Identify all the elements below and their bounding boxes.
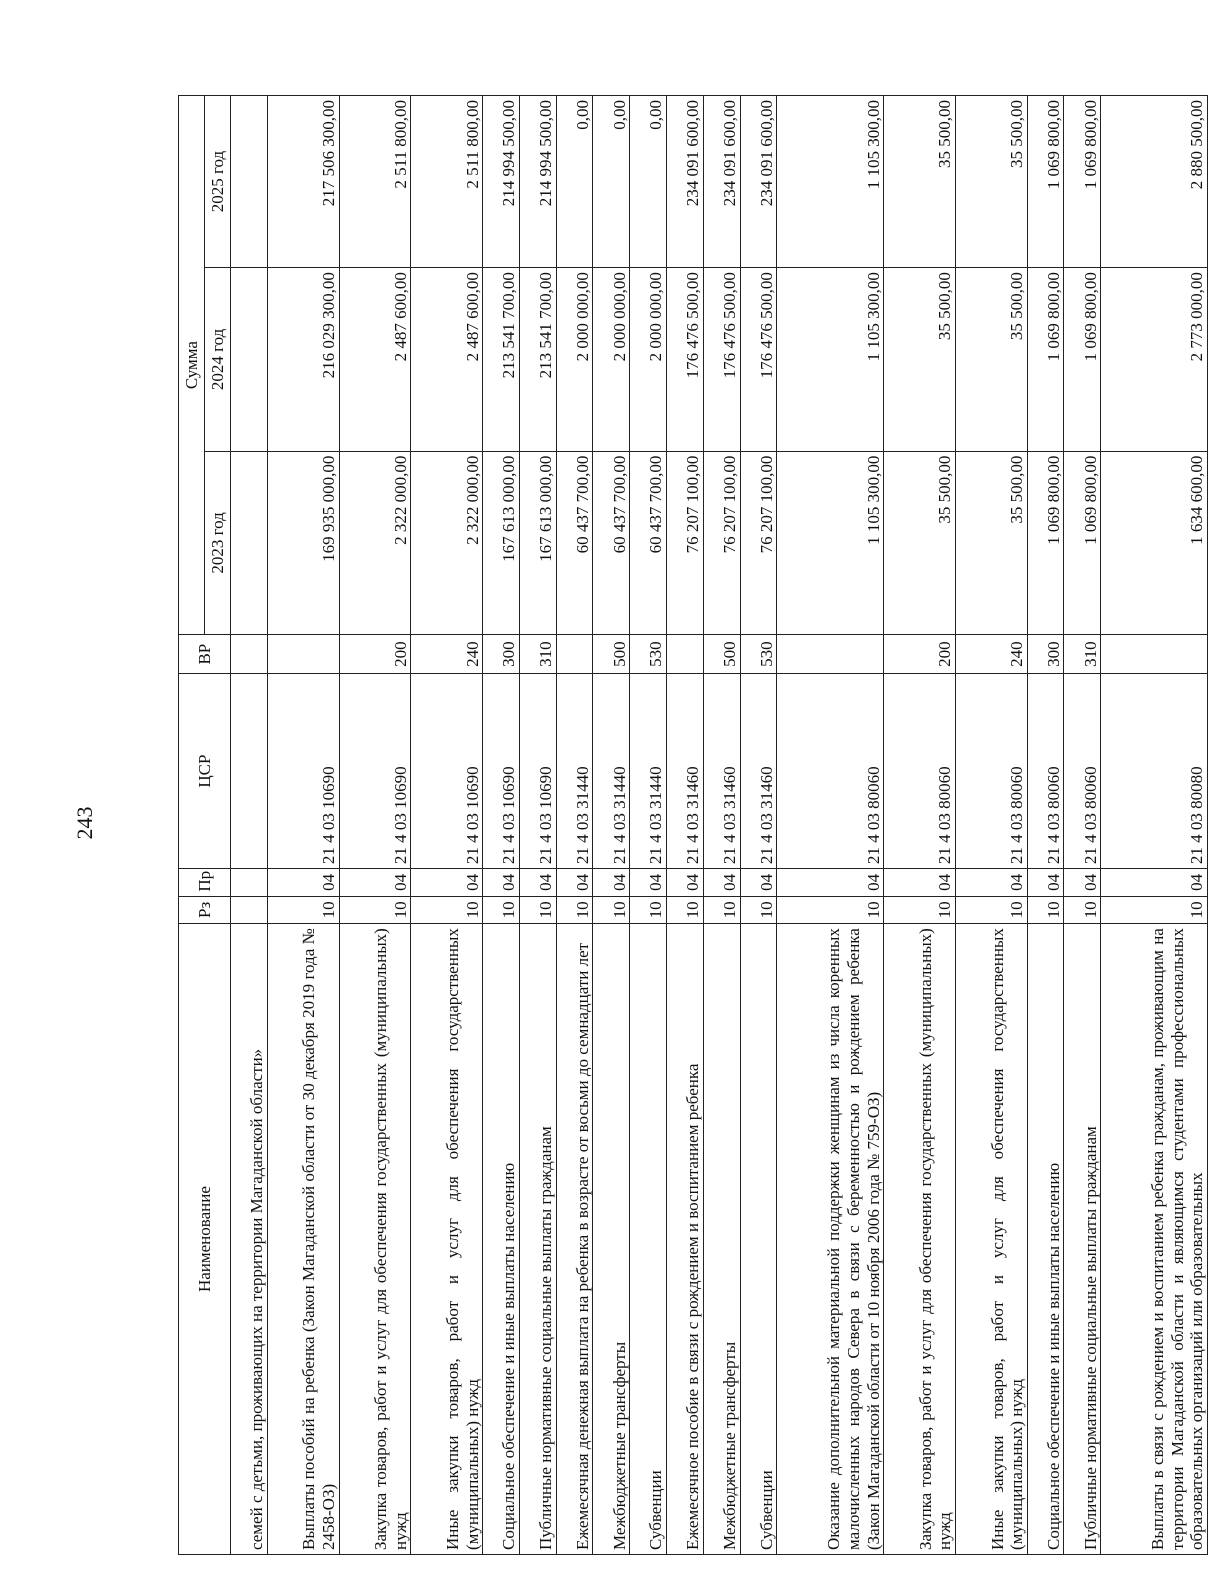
row-pr: 04	[1101, 869, 1208, 897]
row-vr: 310	[519, 635, 556, 674]
row-pr: 04	[267, 869, 339, 897]
table-row	[556, 96, 593, 1555]
row-2024: 176 476 500,00	[666, 268, 703, 452]
row-vr: 500	[593, 635, 630, 674]
table-row	[955, 96, 1027, 1555]
row-csr: 21 4 03 31460	[740, 674, 777, 869]
row-2025: 214 994 500,00	[519, 96, 556, 268]
row-name: Публичные нормативные социальные выплаты гражданам	[1064, 924, 1101, 1555]
row-2025: 0,00	[556, 96, 593, 268]
row-2024: 213 541 700,00	[519, 268, 556, 452]
row-2024: 176 476 500,00	[703, 268, 740, 452]
row-csr: 21 4 03 31460	[703, 674, 740, 869]
row-vr	[1101, 635, 1208, 674]
row-vr: 530	[630, 635, 667, 674]
row-csr: 21 4 03 10690	[267, 674, 339, 869]
row-2024: 1 069 800,00	[1064, 268, 1101, 452]
row-name: Ежемесячная денежная выплата на ребенка в возрасте от восьми до семнадцати лет	[556, 924, 593, 1555]
row-2024: 35 500,00	[884, 268, 956, 452]
row-2023: 1 069 800,00	[1064, 451, 1101, 635]
row-pr: 04	[630, 869, 667, 897]
row-2023: 60 437 700,00	[630, 451, 667, 635]
row-name: Закупка товаров, работ и услуг для обеспечения государственных (муниципальных) нужд	[884, 924, 956, 1555]
row-name: Закупка товаров, работ и услуг для обеспечения государственных (муниципальных) нужд	[339, 924, 411, 1555]
row-2023: 1 069 800,00	[1027, 451, 1064, 635]
row-pr: 04	[519, 869, 556, 897]
row-2025: 214 994 500,00	[483, 96, 520, 268]
row-name: семей с детьми, проживающих на территории Магаданской области»	[231, 924, 268, 1555]
row-csr	[231, 674, 268, 869]
table-row	[1027, 96, 1064, 1555]
row-2024: 2 000 000,00	[630, 268, 667, 452]
header-2024: 2024 год	[205, 268, 231, 452]
header-2023: 2023 год	[205, 451, 231, 635]
table-row	[777, 96, 884, 1555]
row-2023: 60 437 700,00	[556, 451, 593, 635]
row-csr: 21 4 03 31440	[556, 674, 593, 869]
table-row	[1101, 96, 1208, 1555]
header-2025: 2025 год	[205, 96, 231, 268]
row-rz: 10	[556, 896, 593, 924]
row-2025: 1 069 800,00	[1027, 96, 1064, 268]
row-name: Социальное обеспечение и иные выплаты населению	[483, 924, 520, 1555]
row-2025: 0,00	[630, 96, 667, 268]
row-rz: 10	[666, 896, 703, 924]
row-csr: 21 4 03 80060	[1027, 674, 1064, 869]
row-csr: 21 4 03 10690	[519, 674, 556, 869]
header-sum: Сумма	[179, 96, 205, 635]
table-row	[519, 96, 556, 1555]
row-2023: 1 634 600,00	[1101, 451, 1208, 635]
row-pr: 04	[411, 869, 483, 897]
row-vr: 310	[1064, 635, 1101, 674]
row-rz: 10	[630, 896, 667, 924]
table-body	[231, 96, 1208, 1555]
row-rz: 10	[884, 896, 956, 924]
row-2025: 2 511 800,00	[411, 96, 483, 268]
row-pr: 04	[740, 869, 777, 897]
row-name: Оказание дополнительной материальной поддержки женщинам из числа коренных малочисленных народов Севера в связи с беременностью и рождением ребенка (Закон Магаданской области от 10 ноября 2006 года № 759-ОЗ)	[777, 924, 884, 1555]
row-2025: 35 500,00	[884, 96, 956, 268]
row-2024: 35 500,00	[955, 268, 1027, 452]
row-csr: 21 4 03 31440	[630, 674, 667, 869]
row-2024: 216 029 300,00	[267, 268, 339, 452]
row-2024: 2 487 600,00	[411, 268, 483, 452]
row-2023: 76 207 100,00	[703, 451, 740, 635]
table-row	[1064, 96, 1101, 1555]
row-rz: 10	[1064, 896, 1101, 924]
row-csr: 21 4 03 10690	[411, 674, 483, 869]
row-pr	[231, 869, 268, 897]
row-pr: 04	[556, 869, 593, 897]
row-vr	[777, 635, 884, 674]
row-2025: 2 511 800,00	[339, 96, 411, 268]
row-name: Иные закупки товаров, работ и услуг для обеспечения государственных (муниципальных) нужд	[411, 924, 483, 1555]
header-rz: Рз	[179, 896, 231, 924]
row-2025: 234 091 600,00	[666, 96, 703, 268]
row-name: Выплаты пособий на ребенка (Закон Магаданской области от 30 декабря 2019 года № 2458-ОЗ)	[267, 924, 339, 1555]
row-2023: 76 207 100,00	[740, 451, 777, 635]
row-pr: 04	[483, 869, 520, 897]
row-2024	[231, 268, 268, 452]
row-2024: 213 541 700,00	[483, 268, 520, 452]
row-2025: 35 500,00	[955, 96, 1027, 268]
row-2023: 60 437 700,00	[593, 451, 630, 635]
row-vr: 200	[884, 635, 956, 674]
page-number: 243	[72, 806, 97, 840]
row-pr: 04	[955, 869, 1027, 897]
row-csr: 21 4 03 80080	[1101, 674, 1208, 869]
row-pr: 04	[884, 869, 956, 897]
row-pr: 04	[777, 869, 884, 897]
table-row	[666, 96, 703, 1555]
row-csr: 21 4 03 10690	[339, 674, 411, 869]
row-2024: 2 487 600,00	[339, 268, 411, 452]
row-rz: 10	[703, 896, 740, 924]
row-vr	[231, 635, 268, 674]
row-2025: 234 091 600,00	[703, 96, 740, 268]
row-rz: 10	[483, 896, 520, 924]
row-2024: 1 105 300,00	[777, 268, 884, 452]
row-2025	[231, 96, 268, 268]
row-pr: 04	[1027, 869, 1064, 897]
row-vr: 200	[339, 635, 411, 674]
row-name: Социальное обеспечение и иные выплаты населению	[1027, 924, 1064, 1555]
row-2023: 76 207 100,00	[666, 451, 703, 635]
row-2023: 167 613 000,00	[519, 451, 556, 635]
row-2023: 1 105 300,00	[777, 451, 884, 635]
row-2023: 2 322 000,00	[411, 451, 483, 635]
row-2025: 234 091 600,00	[740, 96, 777, 268]
table-row	[411, 96, 483, 1555]
row-vr	[267, 635, 339, 674]
table-row	[630, 96, 667, 1555]
row-vr: 300	[483, 635, 520, 674]
row-2023: 169 935 000,00	[267, 451, 339, 635]
header-name: Наименование	[179, 924, 231, 1555]
row-rz: 10	[1027, 896, 1064, 924]
row-2024: 176 476 500,00	[740, 268, 777, 452]
row-vr	[556, 635, 593, 674]
header-csr: ЦСР	[179, 674, 231, 869]
row-csr: 21 4 03 80060	[777, 674, 884, 869]
row-rz: 10	[777, 896, 884, 924]
row-pr: 04	[666, 869, 703, 897]
row-rz: 10	[519, 896, 556, 924]
row-name: Межбюджетные трансферты	[703, 924, 740, 1555]
row-2025: 0,00	[593, 96, 630, 268]
row-2023: 35 500,00	[884, 451, 956, 635]
row-vr: 300	[1027, 635, 1064, 674]
table-row	[231, 96, 268, 1555]
row-2025: 1 069 800,00	[1064, 96, 1101, 268]
table-row	[483, 96, 520, 1555]
row-vr: 240	[955, 635, 1027, 674]
row-pr: 04	[593, 869, 630, 897]
row-vr: 500	[703, 635, 740, 674]
row-csr: 21 4 03 10690	[483, 674, 520, 869]
row-2023	[231, 451, 268, 635]
row-csr: 21 4 03 80060	[884, 674, 956, 869]
row-rz: 10	[740, 896, 777, 924]
row-csr: 21 4 03 80060	[955, 674, 1027, 869]
header-pr: Пр	[179, 869, 231, 897]
row-2023: 35 500,00	[955, 451, 1027, 635]
row-rz: 10	[339, 896, 411, 924]
row-vr: 240	[411, 635, 483, 674]
table-row	[740, 96, 777, 1555]
row-name: Межбюджетные трансферты	[593, 924, 630, 1555]
header-vr: ВР	[179, 635, 231, 674]
budget-table	[178, 95, 1208, 1555]
row-2024: 2 000 000,00	[593, 268, 630, 452]
row-name: Субвенции	[740, 924, 777, 1555]
table-row	[267, 96, 339, 1555]
row-csr: 21 4 03 31460	[666, 674, 703, 869]
row-name: Публичные нормативные социальные выплаты гражданам	[519, 924, 556, 1555]
row-2025: 1 105 300,00	[777, 96, 884, 268]
row-rz: 10	[1101, 896, 1208, 924]
row-rz: 10	[267, 896, 339, 924]
row-vr: 530	[740, 635, 777, 674]
row-2024: 2 773 000,00	[1101, 268, 1208, 452]
table-row	[339, 96, 411, 1555]
row-rz: 10	[593, 896, 630, 924]
row-name: Выплаты в связи с рождением и воспитанием ребенка гражданам, проживающим на территории Магаданской области и являющимся студентами профессиональных образовательных организаций или образовательных	[1101, 924, 1208, 1555]
row-2023: 2 322 000,00	[339, 451, 411, 635]
row-2024: 1 069 800,00	[1027, 268, 1064, 452]
row-2023: 167 613 000,00	[483, 451, 520, 635]
row-csr: 21 4 03 80060	[1064, 674, 1101, 869]
table-row	[703, 96, 740, 1555]
row-pr: 04	[703, 869, 740, 897]
row-csr: 21 4 03 31440	[593, 674, 630, 869]
table-row	[884, 96, 956, 1555]
row-2025: 217 506 300,00	[267, 96, 339, 268]
rotated-page	[178, 95, 1208, 1555]
row-pr: 04	[1064, 869, 1101, 897]
row-vr	[666, 635, 703, 674]
row-name: Иные закупки товаров, работ и услуг для обеспечения государственных (муниципальных) нужд	[955, 924, 1027, 1555]
row-name: Ежемесячное пособие в связи с рождением и воспитанием ребенка	[666, 924, 703, 1555]
row-rz: 10	[955, 896, 1027, 924]
row-2024: 2 000 000,00	[556, 268, 593, 452]
row-rz	[231, 896, 268, 924]
row-name: Субвенции	[630, 924, 667, 1555]
table-row	[593, 96, 630, 1555]
row-2025: 2 880 500,00	[1101, 96, 1208, 268]
table-header	[179, 96, 231, 1555]
row-pr: 04	[339, 869, 411, 897]
row-rz: 10	[411, 896, 483, 924]
